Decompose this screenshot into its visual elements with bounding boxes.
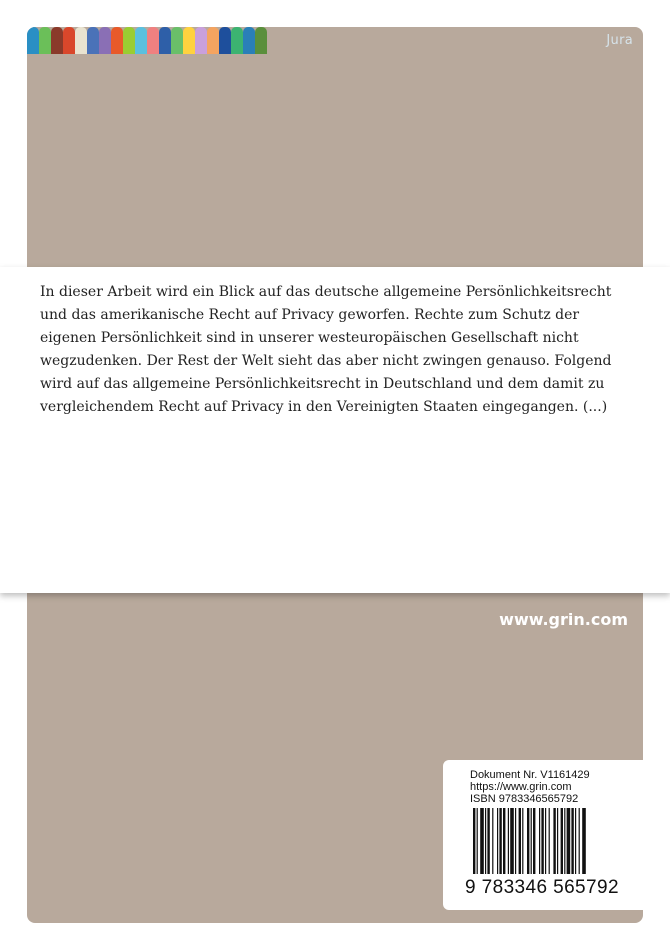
publisher-url: www.grin.com	[499, 610, 628, 629]
isbn: ISBN 9783346565792	[470, 793, 579, 805]
color-stripe	[111, 27, 123, 54]
color-stripe	[39, 27, 51, 54]
color-stripe	[87, 27, 99, 54]
color-stripe	[75, 27, 87, 54]
document-number: Dokument Nr. V1161429	[470, 769, 590, 781]
color-stripe	[147, 27, 159, 54]
color-stripe	[255, 27, 267, 54]
color-stripe	[243, 27, 255, 54]
color-stripe	[51, 27, 63, 54]
barcode-box	[443, 760, 643, 910]
color-stripe	[231, 27, 243, 54]
color-stripe	[207, 27, 219, 54]
color-stripe	[63, 27, 75, 54]
barcode	[473, 808, 623, 876]
abstract-text: In dieser Arbeit wird ein Blick auf das deutsche allgemeine Persönlichkeitsrecht und das amerikanische Recht auf Privacy geworfen. Rechte zum Schutz der eigenen Persönlichkeit sind in unserer westeuropäischen Gesellschaft nicht wegzudenken. Der Rest der Welt sieht das aber nicht zwingen genauso. Folgend wird auf das allgemeine Persönlichkeitsrecht in Deutschland und dem damit zu vergleichendem Recht auf Privacy in den Vereinigten Staaten eingegangen. (...)	[40, 284, 612, 415]
color-stripe	[171, 27, 183, 54]
website: https://www.grin.com	[470, 781, 572, 793]
color-strip	[27, 27, 267, 54]
color-stripe	[219, 27, 231, 54]
category-label: Jura	[606, 33, 633, 48]
barcode-digits: 9 783346 565792	[465, 877, 619, 898]
color-stripe	[183, 27, 195, 54]
color-stripe	[27, 27, 39, 54]
color-stripe	[123, 27, 135, 54]
color-stripe	[195, 27, 207, 54]
color-stripe	[135, 27, 147, 54]
color-stripe	[99, 27, 111, 54]
color-stripe	[159, 27, 171, 54]
abstract-panel	[0, 267, 670, 593]
